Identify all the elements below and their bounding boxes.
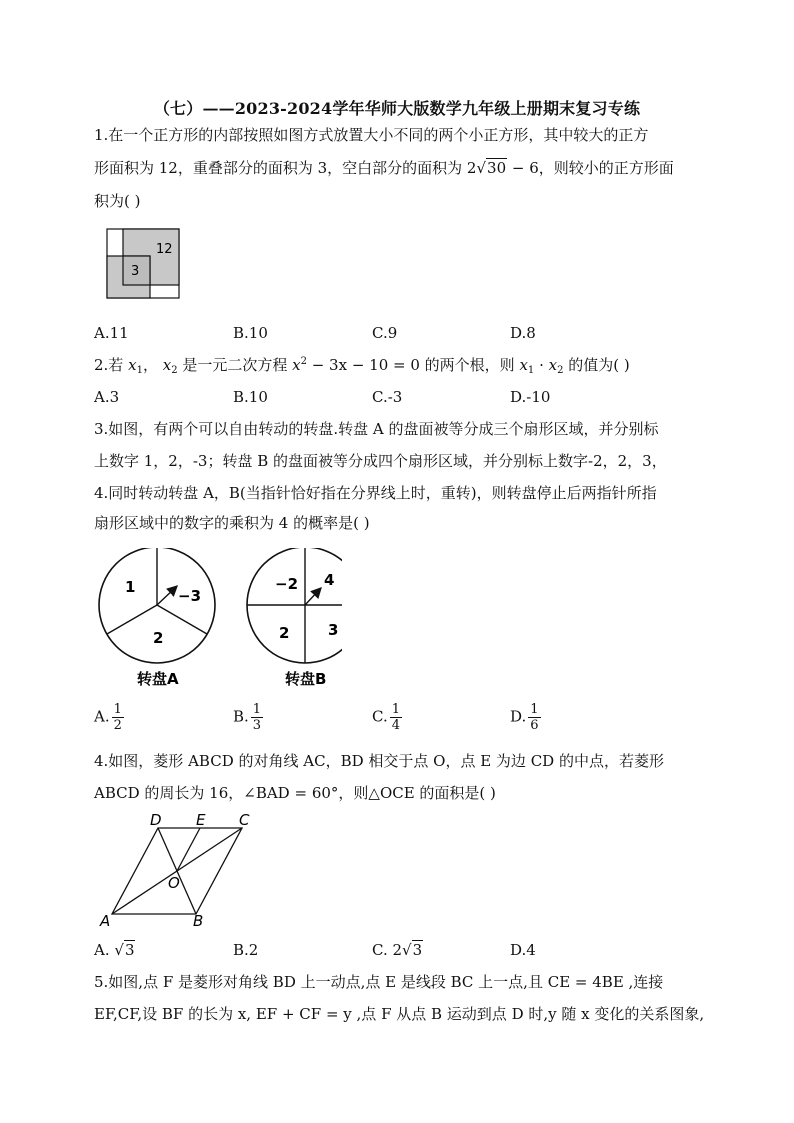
q3-option-c: C. $\frac{1}{4}$ <box>372 702 400 733</box>
q3-option-d: D. $\frac{1}{6}$ <box>510 702 539 733</box>
q1-option-b: B.10 <box>233 324 268 342</box>
spinner-a-number-2: 2 <box>153 629 164 647</box>
q1-squares-figure <box>106 228 182 300</box>
label-c: C <box>239 811 250 829</box>
q5-line-2: EF,CF,设 BF 的长为 x, EF + CF = y ,点 F 从点 B 运动到点 D 时,y 随 x 变化的关系图象, <box>94 1005 705 1023</box>
label-d: D <box>150 811 162 829</box>
segment-oe <box>177 828 200 871</box>
q2-option-d: D.-10 <box>510 388 551 406</box>
q3-line-1: 3.如图，有两个可以自由转动的转盘.转盘 A 的盘面被等分成三个扇形区域，并分别标 <box>94 420 659 438</box>
spinner-figure <box>92 548 342 694</box>
label-o: O <box>168 874 180 892</box>
spinner-b-number-neg2: −2 <box>275 575 299 593</box>
q1-line-1: 1.在一个正方形的内部按照如图方式放置大小不同的两个小正方形，其中较大的正方 <box>94 126 649 144</box>
large-square-label: 12 <box>156 242 173 257</box>
q3-line-4: 扇形区域中的数字的乘积为 4 的概率是( ) <box>94 514 370 532</box>
q2-option-c: C.-3 <box>372 388 403 406</box>
label-a: A <box>100 912 111 930</box>
q4-option-d: D.4 <box>510 941 536 959</box>
q4-option-b: B.2 <box>233 941 259 959</box>
spinner-b-number-2: 2 <box>279 624 290 642</box>
label-e: E <box>196 811 206 829</box>
spinner-b-number-3: 3 <box>328 621 339 639</box>
spinner-a-label: 转盘A <box>137 670 179 688</box>
page-title: （七）——2023-2024学年华师大版数学九年级上册期末复习专练 <box>153 99 641 118</box>
spinner-a-number-1: 1 <box>125 578 136 596</box>
spinner-a-number-neg3: −3 <box>178 587 202 605</box>
rhombus-figure <box>96 808 262 930</box>
q1-option-c: C.9 <box>372 324 398 342</box>
q4-line-2: ABCD 的周长为 16，∠BAD = 60°，则△OCE 的面积是( ) <box>94 784 496 802</box>
q1-option-d: D.8 <box>510 324 536 342</box>
q2-option-a: A.3 <box>94 388 120 406</box>
spinner-b-label: 转盘B <box>285 670 327 688</box>
q4-line-1: 4.如图，菱形 ABCD 的对角线 AC，BD 相交于点 O，点 E 为边 CD 的中点，若菱形 <box>94 752 664 770</box>
q1-line-2: 形面积为 12，重叠部分的面积为 3，空白部分的面积为 2√30 − 6，则较小的正方形面 <box>94 159 674 177</box>
spinner-a <box>99 548 215 688</box>
q2-line: 2.若 $x_1$， $x_2$ 是一元二次方程 $x^2 - 3x - 10 = 0$ 的两个根，则 $x_1 \cdot x_2$ 的值为( ) <box>94 356 630 376</box>
q4-option-c: C. 2√3 <box>372 941 423 959</box>
spinner-b-number-4: 4 <box>324 571 335 589</box>
q1-line-3: 积为( ) <box>94 192 141 210</box>
label-b: B <box>193 912 204 930</box>
q5-line-1: 5.如图,点 F 是菱形对角线 BD 上一动点,点 E 是线段 BC 上一点,且 CE = 4BE ,连接 <box>94 973 664 991</box>
q1-option-a: A.11 <box>94 324 129 342</box>
q3-line-2: 上数字 1，2，-3；转盘 B 的盘面被等分成四个扇形区域，并分别标上数字-2，2，3， <box>94 452 667 470</box>
q4-option-a: A. √3 <box>94 941 135 959</box>
q3-line-3: 4.同时转动转盘 A，B(当指针恰好指在分界线上时，重转)，则转盘停止后两指针所指 <box>94 484 657 502</box>
q3-option-b: B. $\frac{1}{3}$ <box>233 702 262 733</box>
overlap-label: 3 <box>131 264 140 279</box>
q3-option-a: A. $\frac{1}{2}$ <box>94 702 122 733</box>
spinner-b <box>247 548 342 688</box>
q2-option-b: B.10 <box>233 388 268 406</box>
